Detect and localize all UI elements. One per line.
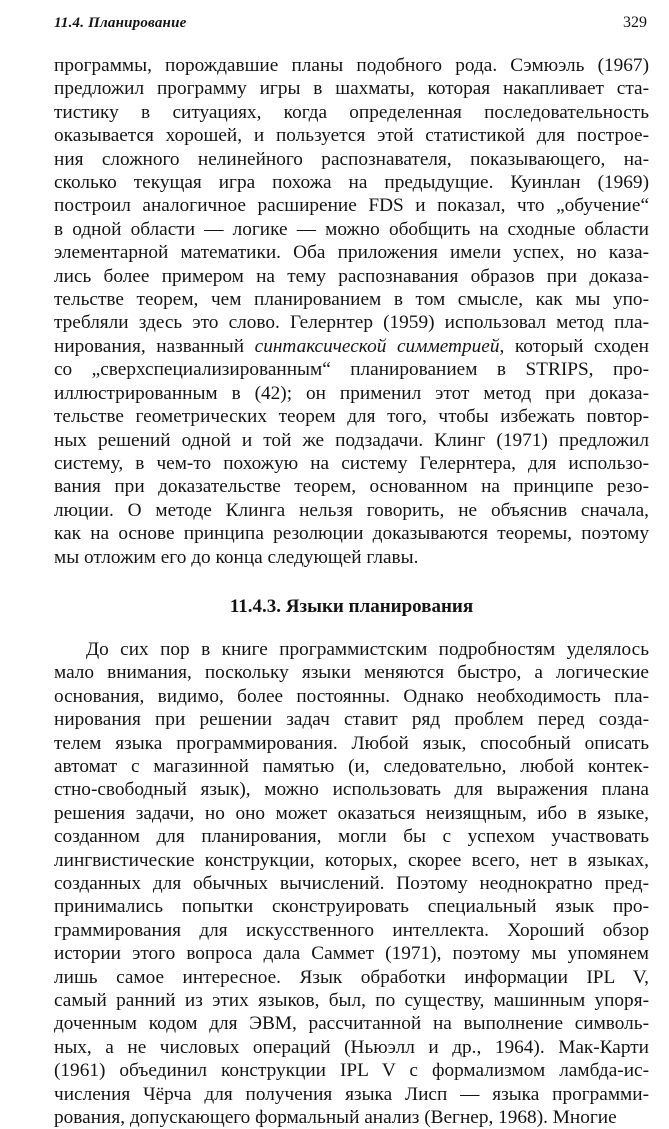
text-line: нирования при решении задач ставит ряд проблем перед созда- [54,709,649,731]
text-line: граммирования для искусственного интеллекта. Хороший обзор [54,919,649,941]
text-line: мало внимания, поскольку языки меняются быстро, а логические [54,662,649,684]
text-line: систему, в чем-то похожую на систему Гелернтера, для использо- [54,452,649,474]
text-line: предложил программу игры в шахматы, которая накапливает ста- [54,78,649,100]
text-line: ных, а не числовых операций (Ньюэлл и др., 1964). Мак-Карти [54,1036,649,1058]
text-line: созданном для планирования, могли бы с успехом участвовать [54,826,649,848]
body-text [54,54,649,1129]
text-line: До сих пор в книге программистским подробностям уделялось [86,638,649,660]
section-heading: 11.4.3. Языки планирования [229,595,474,617]
text-line: истории этого вопроса дала Саммет (1971), поэтому мы упомянем [54,943,649,965]
text-line: элементарной математики. Оба приложения имели успех, но каза- [54,242,649,264]
page-number: 329 [623,14,647,31]
text-line: со „сверхспециализированным“ планированием в STRIPS, про- [54,359,649,381]
text-line: стно-свободный язык), можно использовать для выражения плана [54,779,649,801]
paragraph-planning-languages [54,638,649,1129]
text-line: мы отложим его до конца следующей главы. [54,546,419,568]
text-line: люции. О методе Клинга нельзя говорить, не объяснив сначала, [54,499,649,521]
text-line: вания при доказательстве теорем, основанном на принципе резо- [54,476,649,498]
text-line: рования, допускающего формальный анализ (Вегнер, 1968). Многие [54,1107,617,1129]
text-line [54,335,649,358]
text-line: самый ранний из этих языков, был, по существу, машинным упоря- [54,990,649,1012]
text-line: телем языка программирования. Любой язык, способный описать [54,732,649,754]
text-line: тельстве теорем, чем планированием в том смысле, как мы упо- [54,289,649,311]
text-fragment: нирования, названный [54,335,255,357]
running-title: 11.4. Планирование [54,15,187,31]
text-line: программы, порождавшие планы подобного рода. Сэмюэль (1967) [54,55,649,76]
text-line: (1961) объединил конструкции IPL V с формализмом ламбда-ис- [54,1060,649,1082]
text-line: доченным кодом для ЭВМ, рассчитанной на выполнение символь- [54,1013,649,1035]
text-line: числения Чёрча для получения языка Лисп — языка программи- [54,1083,649,1105]
text-line: ных решений одной и той же подзадачи. Клинг (1971) предложил [54,429,649,451]
text-line: как на основе принципа резолюции доказываются теоремы, поэтому [54,523,649,545]
italic-term: синтаксической симметрией [254,335,500,357]
text-line: автомат с магазинной памятью (и, следовательно, любой контек- [54,755,649,777]
text-line: оказывается хорошей, и пользуется этой статистикой для построе- [54,125,649,147]
text-line: тельстве геометрических теорем для того, чтобы избежать повтор- [54,406,649,428]
text-line: решения задачи, но оно может оказаться неизящным, ибо в языке, [54,802,649,824]
text-line: принимались попытки сконструировать специальный язык про- [54,896,649,918]
text-line: созданных для обычных вычислений. Поэтому неоднократно пред- [54,873,649,894]
paragraph-continued [54,54,649,569]
text-line: тистику в ситуациях, когда определенная последовательность [54,101,649,123]
text-line: лингвистические конструкции, которых, скорее всего, нет в языках, [54,849,649,871]
text-line: построил аналогичное расширение FDS и показал, что „обучение“ [54,195,649,217]
text-fragment: , который сходен [499,335,649,357]
text-line: сколько текущая игра похожа на предыдущие. Куинлан (1969) [54,172,649,194]
text-line: требляли здесь это слово. Гелернтер (1959) использовал метод пла- [54,312,649,334]
text-line: ния сложного нелинейного распознавателя, показывающего, на- [54,148,649,170]
text-line: в одной области — логике — можно обобщить на сходные области [54,218,649,240]
text-line: основания, видимо, более постоянны. Однако необходимость пла- [54,685,649,707]
running-header [54,14,649,54]
text-line: лишь самое интересное. Язык обработки информации IPL V, [54,966,649,988]
text-line: лись более примером на тему распознавания образов при доказа- [54,265,649,287]
text-line: иллюстрированным в (42); он применил этот метод при доказа- [54,382,649,404]
